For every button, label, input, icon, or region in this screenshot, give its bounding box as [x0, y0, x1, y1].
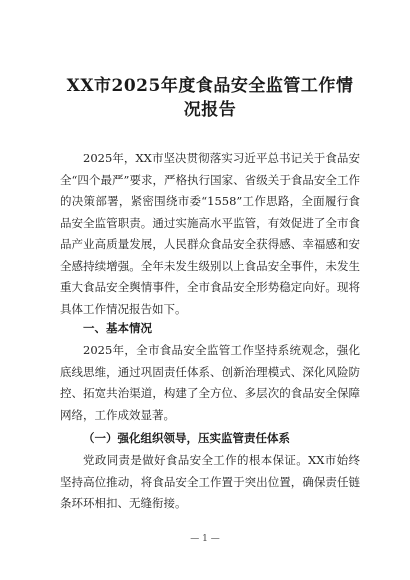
section-heading-basic-situation: 一、基本情况	[83, 321, 152, 335]
intro-paragraph: 2025年，XX市坚决贯彻落实习近平总书记关于食品安全“四个最严”要求，严格执行国家、省级关于食品安全工作的决策部署，紧密围绕市委“1558”工作思路，全面履行食品安全监管职责。通过实施高水平监管，有效促进了全市食品产业高质量发展，人民群众食品安全获得感、幸福感和安全感持续增强。全年未发生级别以上食品安全事件，未发生重大食品安全舆情事件，全市食品安全形势稳定向好。现将具体工作情况报告如下。	[60, 151, 360, 316]
subsection-paragraph-leadership: 党政同责是做好食品安全工作的根本保证。XX市始终坚持高位推动，将食品安全工作置于突出位置，确保责任链条环环相扣、无缝衔接。	[60, 453, 360, 510]
subsection-heading-leadership: （一）强化组织领导，压实监管责任体系	[83, 431, 290, 445]
page-number: — 1 —	[190, 534, 220, 544]
document-title: XX市2025年度食品安全监管工作情况报告	[66, 76, 354, 120]
section-paragraph-basic-situation: 2025年，全市食品安全监管工作坚持系统观念，强化底线思维，通过巩固责任体系、创新治理模式、深化风险防控、拓宽共治渠道，构建了全方位、多层次的食品安全保障网络，工作成效显著。	[60, 343, 360, 422]
